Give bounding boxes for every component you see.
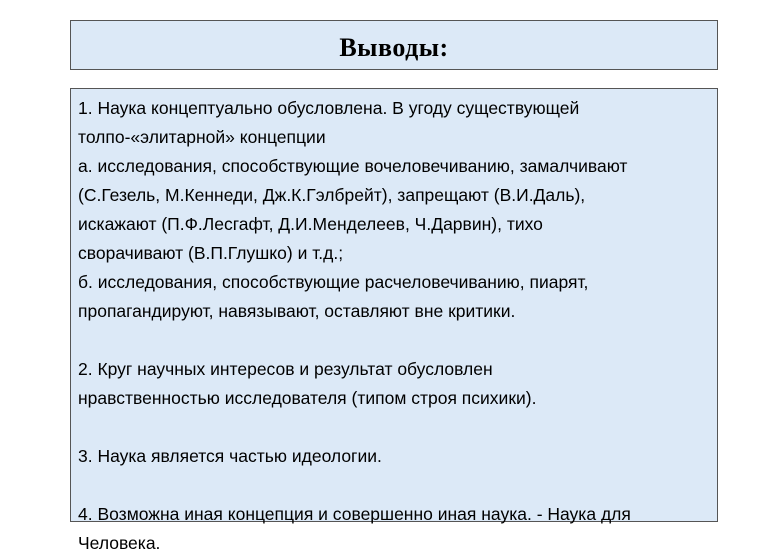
paragraph-1-line-3: а. исследования, способствующие вочеловечиванию, замалчивают [78,156,628,176]
paragraph-4-line-1: 4. Возможна иная концепция и совершенно иная наука. - Наука для [78,504,631,524]
slide-title: Выводы: [339,33,449,62]
paragraph-2-line-1: 2. Круг научных интересов и результат обусловлен [78,359,493,379]
paragraph-1-line-7: б. исследования, способствующие расчеловечиванию, пиарят, [78,272,589,292]
paragraph-1-line-5: искажают (П.Ф.Лесгафт, Д.И.Менделеев, Ч.Дарвин), тихо [78,214,543,234]
paragraph-spacer [78,326,709,355]
paragraph-1-line-4: (С.Гезель, М.Кеннеди, Дж.К.Гэлбрейт), запрещают (В.И.Даль), [78,185,586,205]
paragraph-1-line-8: пропагандируют, навязывают, оставляют вне критики. [78,301,516,321]
paragraph-4-line-2: Человека. [78,533,161,553]
paragraph-1-line-2: толпо-«элитарной» концепции [78,127,326,147]
paragraph-2-line-2: нравственностью исследователя (типом строя психики). [78,388,537,408]
paragraph-1-line-1: 1. Наука концептуально обусловлена. В угоду существующей [78,98,580,118]
paragraph-spacer [78,471,709,500]
title-box [70,20,718,70]
paragraph-1-line-6: сворачивают (В.П.Глушко) и т.д.; [78,243,344,263]
paragraph-spacer [78,413,709,442]
content-box [70,88,718,553]
paragraph-3-line-1: 3. Наука является частью идеологии. [78,446,382,466]
